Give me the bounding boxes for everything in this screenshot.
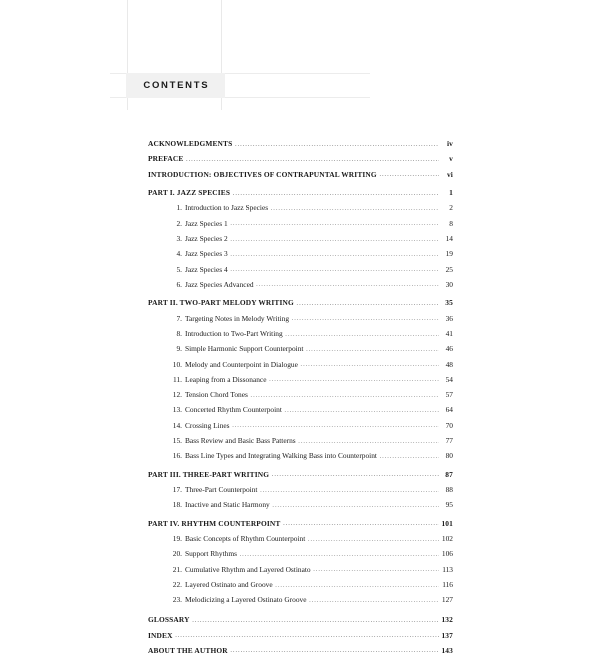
toc-entry-label: Leaping from a Dissonance [185,374,267,384]
toc-entry-label: Bass Line Types and Integrating Walking Bass into Counterpoint [185,451,377,461]
dot-leader [230,249,438,256]
toc-entry-page-number: 25 [445,264,453,274]
dot-leader [272,500,438,507]
dot-leader [298,436,438,443]
toc-entry-number: 2. [176,218,182,228]
toc-chapter-entry[interactable] [148,580,453,595]
dot-leader [230,219,438,226]
toc-entry-page-number: 19 [445,249,453,259]
dot-leader [239,549,438,556]
toc-entry-page-number: 143 [441,645,453,655]
toc-entry-page-number: 8 [449,218,453,228]
dot-leader [192,615,438,622]
toc-entry-label: Bass Review and Basic Bass Patterns [185,436,296,446]
dot-leader [379,451,438,458]
toc-entry-number: 10. [172,359,182,369]
toc-entry-number: 9. [176,344,182,354]
toc-entry-number: 22. [172,580,182,590]
dot-leader [300,360,438,367]
toc-entry-number: 3. [176,233,182,243]
toc-chapter-entry[interactable] [148,405,453,420]
toc-entry-label: Jazz Species Advanced [185,279,254,289]
dot-leader [271,203,439,210]
toc-entry-page-number: 113 [442,564,453,574]
dot-leader [233,188,439,195]
toc-entry-number: 8. [176,328,182,338]
toc-entry-number: 12. [172,390,182,400]
toc-entry-page-number: vi [446,169,453,179]
toc-entry-number: 16. [172,451,182,461]
toc-entry-label: Introduction to Two-Part Writing [185,328,283,338]
toc-front-matter-entry[interactable] [148,139,453,154]
toc-entry-label: Crossing Lines [185,420,230,430]
toc-entry-label: Targeting Notes in Melody Writing [185,313,290,323]
dot-leader [284,405,438,412]
toc-entry-number: 14. [172,420,182,430]
toc-entry-number: 6. [176,279,182,289]
toc-entry-label: PART III. THREE-PART WRITING [148,469,270,479]
toc-part-heading[interactable] [148,470,453,485]
toc-entry-number: 18. [172,500,182,510]
toc-entry-label: Basic Concepts of Rhythm Counterpoint [185,534,306,544]
toc-entry-number: 23. [172,595,182,605]
toc-entry-label: PART II. TWO-PART MELODY WRITING [148,298,294,308]
toc-chapter-entry[interactable] [148,595,453,610]
toc-entry-page-number: 2 [449,203,453,213]
toc-chapter-entry[interactable] [148,249,453,264]
toc-entry-page-number: 106 [441,549,453,559]
dot-leader [230,234,438,241]
toc-entry-page-number: 88 [445,485,453,495]
toc-chapter-entry[interactable] [148,421,453,436]
toc-entry-label: INTRODUCTION: OBJECTIVES OF CONTRAPUNTAL WRITING [148,169,377,179]
dot-leader [306,344,439,351]
toc-chapter-entry[interactable] [148,219,453,234]
toc-entry-page-number: 35 [445,298,453,308]
dot-leader [269,375,439,382]
toc-entry-label: Layered Ostinato and Groove [185,580,273,590]
toc-entry-page-number: 70 [445,420,453,430]
toc-entry-page-number: 54 [445,374,453,384]
toc-entry-label: GLOSSARY [148,615,190,625]
toc-entry-label: Tension Chord Tones [185,390,248,400]
toc-entry-number: 4. [176,249,182,259]
dot-leader [260,485,439,492]
dot-leader [308,534,439,541]
toc-entry-page-number: 14 [445,233,453,243]
toc-chapter-entry[interactable] [148,375,453,390]
toc-chapter-entry[interactable] [148,203,453,218]
toc-entry-number: 11. [173,374,182,384]
toc-entry-page-number: 95 [445,500,453,510]
toc-chapter-entry[interactable] [148,500,453,515]
toc-entry-number: 13. [172,405,182,415]
dot-leader [309,595,439,602]
toc-chapter-entry[interactable] [148,265,453,280]
table-of-contents [148,139,453,661]
toc-entry-label: Simple Harmonic Support Counterpoint [185,344,304,354]
toc-entry-number: 19. [172,534,182,544]
toc-chapter-entry[interactable] [148,485,453,500]
toc-entry-label: Jazz Species 3 [185,249,228,259]
dot-leader [175,631,438,638]
toc-entry-page-number: 102 [441,534,453,544]
toc-entry-page-number: 46 [445,344,453,354]
toc-back-matter-entry[interactable] [148,631,453,646]
dot-leader [186,154,439,161]
toc-chapter-entry[interactable] [148,234,453,249]
toc-chapter-entry[interactable] [148,344,453,359]
dot-leader [285,329,438,336]
toc-entry-page-number: iv [446,139,453,148]
toc-part-heading[interactable] [148,519,453,534]
toc-entry-label: INDEX [148,630,173,640]
dot-leader [272,470,439,477]
dot-leader [232,421,438,428]
dot-leader [235,139,439,146]
toc-part-heading[interactable] [148,298,453,313]
toc-entry-number: 1. [176,203,182,213]
toc-entry-label: Introduction to Jazz Species [185,203,269,213]
toc-entry-label: Jazz Species 1 [185,218,228,228]
toc-entry-label: Melody and Counterpoint in Dialogue [185,359,298,369]
toc-entry-page-number: 137 [441,630,453,640]
toc-entry-label: Support Rhythms [185,549,237,559]
dot-leader [313,565,438,572]
toc-chapter-entry[interactable] [148,390,453,405]
toc-chapter-entry[interactable] [148,436,453,451]
toc-entry-label: ABOUT THE AUTHOR [148,645,228,655]
toc-front-matter-entry[interactable] [148,154,453,169]
toc-entry-number: 20. [172,549,182,559]
toc-entry-page-number: 41 [445,328,453,338]
toc-entry-page-number: 48 [445,359,453,369]
dot-leader [275,580,438,587]
toc-entry-page-number: 116 [442,580,453,590]
toc-entry-page-number: 80 [445,451,453,461]
toc-entry-page-number: 57 [445,390,453,400]
toc-entry-label: Cumulative Rhythm and Layered Ostinato [185,564,311,574]
toc-entry-page-number: 87 [445,469,453,479]
dot-leader [283,519,439,526]
dot-leader [256,280,438,287]
toc-entry-number: 17. [172,485,182,495]
toc-entry-label: PREFACE [148,154,184,164]
toc-entry-label: ACKNOWLEDGMENTS [148,139,233,148]
toc-entry-page-number: 64 [445,405,453,415]
toc-back-matter-entry[interactable] [148,615,453,630]
toc-back-matter-entry[interactable] [148,646,453,661]
dot-leader [230,265,438,272]
toc-part-heading[interactable] [148,188,453,203]
toc-entry-page-number: 77 [445,436,453,446]
toc-chapter-entry[interactable] [148,534,453,549]
toc-entry-label: Concerted Rhythm Counterpoint [185,405,282,415]
toc-entry-page-number: v [449,154,453,164]
toc-chapter-entry[interactable] [148,329,453,344]
page-title: CONTENTS [143,80,210,91]
toc-entry-number: 21. [172,564,182,574]
toc-entry-page-number: 127 [441,595,453,605]
toc-entry-label: Three-Part Counterpoint [185,485,258,495]
dot-leader [296,298,438,305]
toc-chapter-entry[interactable] [148,549,453,564]
dot-leader [230,646,438,653]
toc-chapter-entry[interactable] [148,565,453,580]
toc-entry-number: 5. [176,264,182,274]
toc-chapter-entry[interactable] [148,451,453,466]
toc-entry-page-number: 30 [445,279,453,289]
dot-leader [292,314,439,321]
toc-entry-number: 7. [176,313,182,323]
toc-entry-label: Inactive and Static Harmony [185,500,270,510]
toc-entry-label: PART IV. RHYTHM COUNTERPOINT [148,518,281,528]
toc-entry-page-number: 132 [441,615,453,625]
toc-entry-label: PART I. JAZZ SPECIES [148,188,231,198]
toc-entry-page-number: 101 [441,518,453,528]
toc-entry-label: Melodicizing a Layered Ostinato Groove [185,595,307,605]
toc-front-matter-entry[interactable] [148,170,453,185]
dot-leader [250,390,438,397]
toc-entry-label: Jazz Species 2 [185,233,228,243]
toc-entry-label: Jazz Species 4 [185,264,228,274]
dot-leader [379,170,438,177]
toc-chapter-entry[interactable] [148,314,453,329]
toc-entry-page-number: 36 [445,313,453,323]
toc-chapter-entry[interactable] [148,280,453,295]
toc-entry-page-number: 1 [449,188,453,198]
toc-entry-number: 15. [172,436,182,446]
toc-chapter-entry[interactable] [148,360,453,375]
